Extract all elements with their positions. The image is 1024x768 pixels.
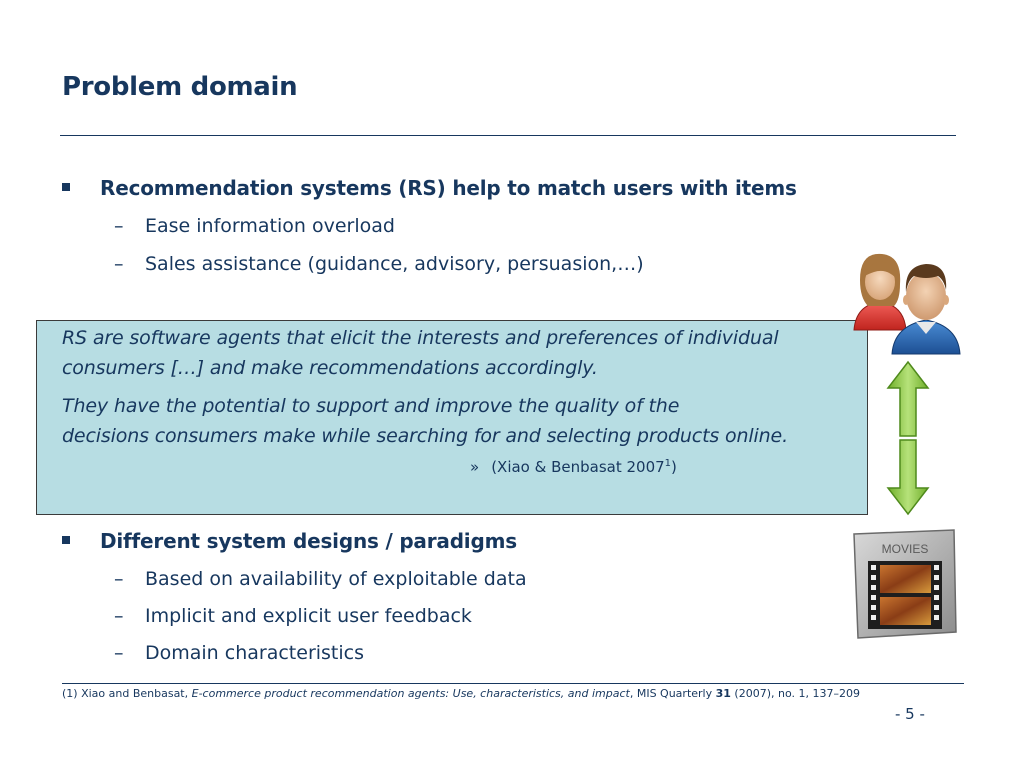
page-number: - 5 -: [895, 705, 925, 723]
footnote: [62, 687, 860, 700]
sub-item-text: Based on availability of exploitable data: [145, 568, 527, 590]
sub-item-text: Sales assistance (guidance, advisory, persuasion,…): [145, 253, 644, 275]
footnote-rest: (2007), no. 1, 137–209: [730, 687, 860, 700]
quote-line: decisions consumers make while searching for and selecting products online.: [62, 425, 788, 447]
footnote-journal: , MIS Quarterly: [629, 687, 716, 700]
movies-icon: [850, 528, 958, 640]
footnote-volume: 31: [715, 687, 731, 700]
page-title: Problem domain: [62, 72, 298, 102]
bidirectional-arrow-icon: [884, 360, 932, 516]
sub-item: [114, 253, 644, 275]
sub-item-text: Domain characteristics: [145, 642, 365, 664]
citation-text: (Xiao & Benbasat 2007: [491, 458, 665, 476]
dash-bullet: –: [114, 605, 124, 627]
sub-item: [114, 215, 395, 237]
dash-bullet: –: [114, 253, 124, 275]
footnote-prefix: (1) Xiao and Benbasat,: [62, 687, 192, 700]
footnote-title: E-commerce product recommendation agents: Use, characteristics, and impact: [191, 687, 630, 700]
sub-item-text: Implicit and explicit user feedback: [145, 605, 472, 627]
bullet-item: [62, 529, 517, 553]
citation: [470, 458, 677, 476]
dash-bullet: –: [114, 215, 124, 237]
sub-item: [114, 605, 472, 627]
bullet-text: Recommendation systems (RS) help to match users with items: [100, 176, 797, 200]
sub-item: [114, 568, 527, 590]
movies-label: MOVIES: [881, 542, 929, 556]
dash-bullet: –: [114, 568, 124, 590]
footnote-divider: [62, 683, 964, 684]
citation-superscript: 1: [664, 458, 672, 469]
citation-close: ): [671, 458, 677, 476]
square-bullet-icon: [62, 183, 70, 191]
quote-line: RS are software agents that elicit the interests and preferences of individual: [62, 327, 779, 349]
citation-marker: »: [470, 458, 480, 476]
quote-line: consumers […] and make recommendations accordingly.: [62, 357, 598, 379]
users-icon: [848, 250, 966, 358]
quote-line: They have the potential to support and improve the quality of the: [62, 395, 680, 417]
sub-item-text: Ease information overload: [145, 215, 395, 237]
bullet-text: Different system designs / paradigms: [100, 529, 517, 553]
quote-box: [36, 320, 868, 515]
dash-bullet: –: [114, 642, 124, 664]
square-bullet-icon: [62, 536, 70, 544]
sub-item: [114, 642, 364, 664]
title-divider: [60, 135, 956, 136]
bullet-item: [62, 176, 797, 200]
